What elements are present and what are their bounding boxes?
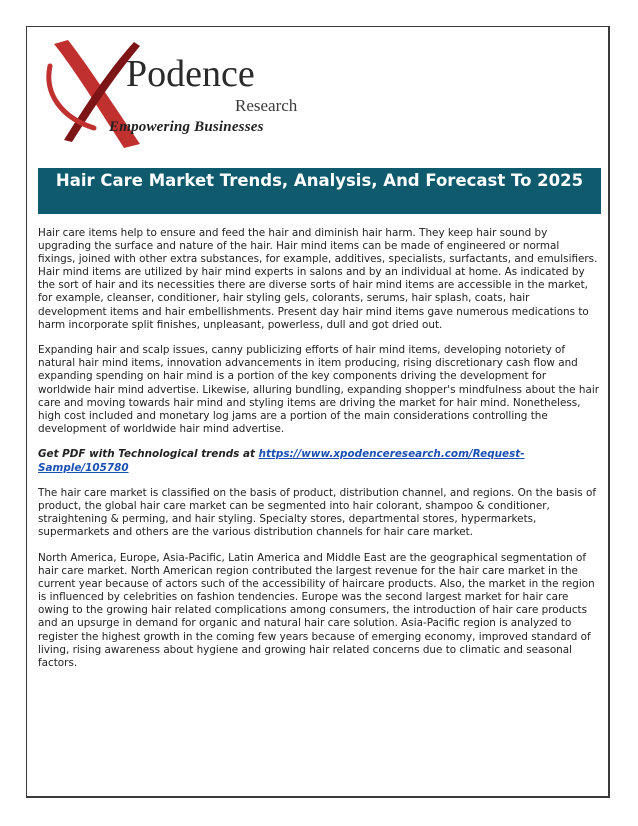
logo-name: Podence [126,53,255,95]
paragraph-drivers: Expanding hair and scalp issues, canny publicizing efforts of hair mind items, developing notoriety of natural hair mind items, innovation advancements in item producing, rising discretionary cash flow and expanding spending on hair mind is a portion of the key components driving the development for worldwide hair mind advertise. Likewise, alluring bundling, expanding shopper's mindfulness about the hair care and moving towards hair mind and styling items are driving the market for hair mind. Nonetheless, high cost included and monetary log jams are a portion of the main considerations controlling the development of worldwide hair mind advertise. [38,344,599,435]
document-title-bar [38,168,601,214]
callout-prefix: Get PDF with Technological trends at [38,448,259,461]
paragraph-regions: North America, Europe, Asia-Pacific, Latin America and Middle East are the geographical segmentation of hair care market. North American region contributed the largest revenue for the hair care market in the current year because of actors such of the accessibility of haircare products. Also, the market in the region is influenced by celebrities on fashion tendencies. Europe was the second largest market for hair care owing to the growing hair related complications among consumers, the introduction of hair care products and an upsurge in demand for organic and natural hair care solution. Asia-Pacific region is analyzed to register the highest growth in the coming few years because of emerging economy, improved standard of living, rising awareness about hygiene and growing hair related concerns due to climatic and seasonal factors. [38,551,595,669]
logo-tagline: Empowering Businesses [109,119,264,135]
logo-subtitle: Research [235,96,298,115]
company-logo [42,36,302,154]
paragraph-segmentation: The hair care market is classified on the basis of product, distribution channel, and regions. On the basis of product, the global hair care market can be segmented into hair colorant, shampoo & conditioner, straightening & perming, and hair styling. Specialty stores, departmental stores, hypermarkets, supermarkets and others are the various distribution channels for hair care market. [38,487,597,539]
paragraph-intro: Hair care items help to ensure and feed the hair and diminish hair harm. They keep hair sound by upgrading the surface and nature of the hair. Hair mind items can be made of engineered or normal fixings, joined with other extra substances, for example, additives, specialists, surfactants, and emulsifiers. Hair mind items are utilized by hair mind experts in salons and by an individual at home. As indicated by the sort of hair and its necessities there are diverse sorts of hair mind items are accessible in the market, for example, cleanser, conditioner, hair styling gels, colorants, serums, hair splash, coats, hair development items and hair embellishments. Present day hair mind items gave numerous medications to harm incorporate split finishes, unpleasant, powerless, dull and got dried out. [38,227,598,331]
request-sample-link[interactable]: https://www.xpodenceresearch.com/Request-Sample/105780 [38,448,525,474]
request-sample-callout [38,448,600,474]
document-body [38,227,600,682]
document-title: Hair Care Market Trends, Analysis, And Forecast To 2025 [55,171,584,190]
